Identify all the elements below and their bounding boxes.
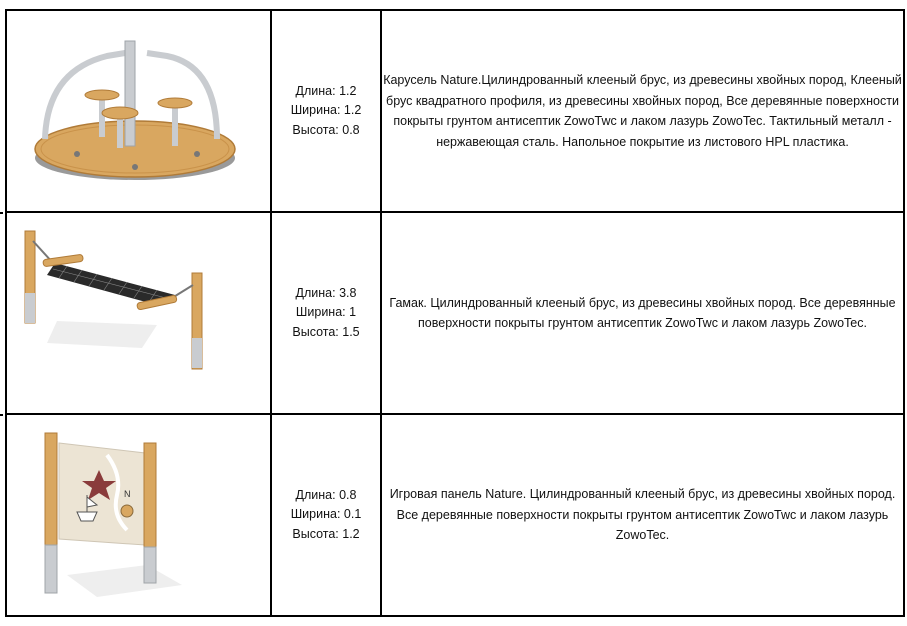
height-value: Высота: 1.2	[292, 526, 360, 541]
play-panel-illustration	[7, 415, 270, 615]
row-divider-tick	[0, 212, 3, 214]
description-cell: Карусель Nature.Цилиндрованный клееный брус, из древесины хвойных пород, Клееный брус квадратного профиля, из древесины хвойных пород, Все деревянные поверхности покрыты грунтом антисептик ZowoTwc и лаком лазурь ZowoTec. Тактильный металл - нержавеющая сталь. Напольное покрытие из листового HPL пластика.	[381, 10, 904, 212]
panel-post-left	[45, 433, 57, 545]
length-value: Длина: 0.8	[295, 487, 357, 502]
top-border-strip	[0, 0, 907, 9]
description-cell: Игровая панель Nature. Цилиндрованный клееный брус, из древесины хвойных пород. Все деревянные поверхности покрыты грунтом антисептик ZowoTwc и лаком лазурь ZowoTec.	[381, 414, 904, 616]
table-row	[6, 414, 904, 616]
panel-post-left-base	[45, 545, 57, 593]
compass-icon	[121, 505, 133, 517]
carousel-seat	[85, 90, 119, 100]
carousel-illustration	[7, 11, 270, 211]
width-value: Ширина: 0.1	[290, 507, 362, 522]
compass-letter: N	[124, 489, 131, 499]
dimensions-cell	[271, 212, 381, 414]
equipment-spec-table	[5, 9, 905, 617]
length-value: Длина: 3.8	[295, 285, 357, 300]
product-image-cell	[6, 212, 271, 414]
carousel-seat	[158, 98, 192, 108]
product-image-cell	[6, 414, 271, 616]
dimensions-cell	[271, 414, 381, 616]
row-divider-tick	[0, 414, 3, 416]
hammock-illustration	[7, 213, 270, 413]
table-row	[6, 10, 904, 212]
width-value: Ширина: 1	[295, 305, 357, 320]
width-value: Ширина: 1.2	[290, 103, 362, 118]
description-cell: Гамак. Цилиндрованный клееный брус, из древесины хвойных пород. Все деревянные поверхности покрыты грунтом антисептик ZowoTwc и лаком лазурь ZowoTec.	[381, 212, 904, 414]
height-value: Высота: 0.8	[292, 122, 360, 137]
product-image-cell	[6, 10, 271, 212]
panel-post-right-base	[144, 547, 156, 583]
panel-post-right	[144, 443, 156, 547]
table-row	[6, 212, 904, 414]
carousel-center-post	[125, 41, 135, 146]
length-value: Длина: 1.2	[295, 83, 357, 98]
dimensions-cell	[271, 10, 381, 212]
height-value: Высота: 1.5	[292, 324, 360, 339]
carousel-seat	[102, 107, 138, 119]
